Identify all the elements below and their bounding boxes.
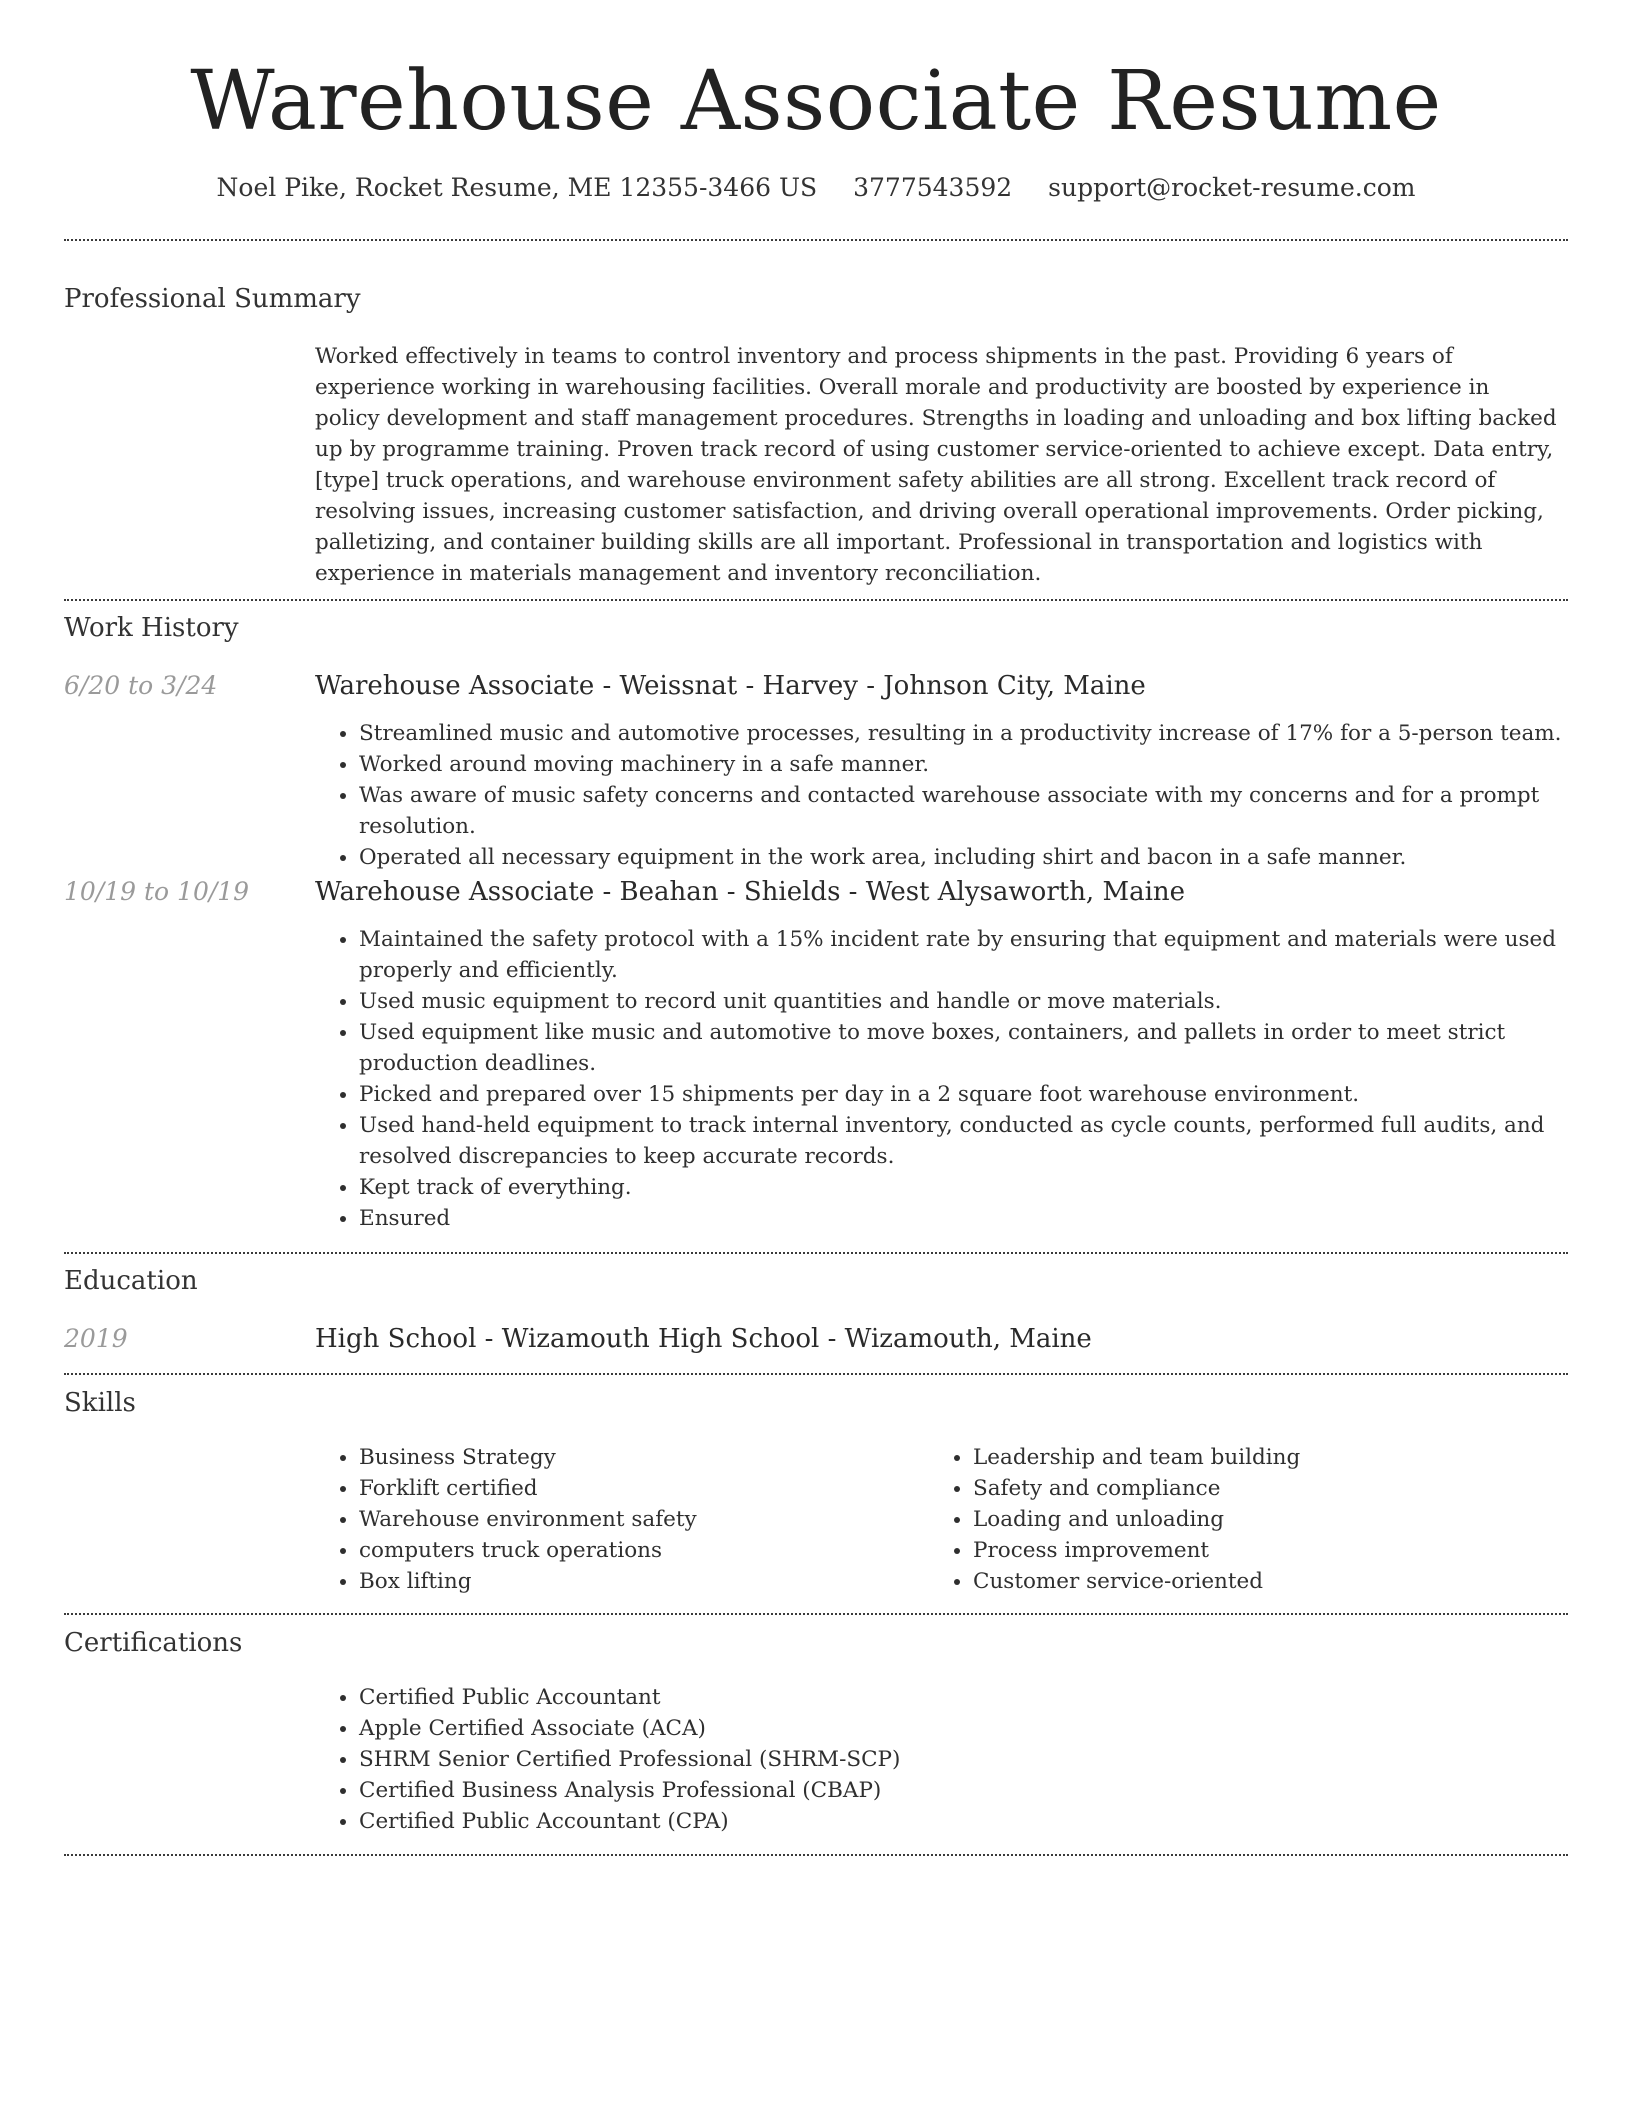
contact-line [0,170,1632,206]
contact-email: support@rocket-resume.com [1048,173,1416,202]
divider [64,239,1568,241]
job-bullet: • Used hand-held equipment to track internal inventory, conducted as cycle counts, performed full audits, and resolved discrepancies to keep accurate records. [359,1110,1565,1172]
job-bullets [315,924,1565,1234]
job-title: Warehouse Associate - Weissnat - Harvey - Johnson City, Maine [315,671,1146,701]
certification-item: • Apple Certified Associate (ACA) [359,1713,1565,1744]
job-bullet: • Ensured [359,1203,1565,1234]
skills-list-right [929,1442,1529,1597]
summary-text: Worked effectively in teams to control inventory and process shipments in the past. Providing 6 years of experience working in warehousing facilities. Overall morale and productivity are boosted by experience in policy development and staff management procedures. Strengths in loading and unloading and box lifting backed up by programme training. Proven track record of using customer service-oriented to achieve except. Data entry, [type] truck operations, and warehouse environment safety abilities are all strong. Excellent track record of resolving issues, increasing customer satisfaction, and driving overall operational improvements. Order picking, palletizing, and container building skills are all important. Professional in transportation and logistics with experience in materials management and inventory reconciliation. [315,344,1557,586]
work-history-heading: Work History [64,613,239,643]
skill-item: • Box lifting [359,1566,915,1597]
job-bullet: • Kept track of everything. [359,1172,1565,1203]
education-heading: Education [64,1266,198,1296]
job-bullet: • Worked around moving machinery in a safe manner. [359,749,1565,780]
skill-item: • Process improvement [973,1535,1529,1566]
resume-title: Warehouse Associate Resume [190,54,1442,149]
divider [64,1613,1568,1615]
certification-item: • SHRM Senior Certified Professional (SHRM-SCP) [359,1744,1565,1775]
education-entry: High School - Wizamouth High School - Wizamouth, Maine [315,1324,1092,1354]
job-bullet: • Streamlined music and automotive processes, resulting in a productivity increase of 17% for a 5-person team. [359,718,1565,749]
job-bullet: • Maintained the safety protocol with a 15% incident rate by ensuring that equipment and materials were used properly and efficiently. [359,924,1565,986]
certification-item: • Certified Public Accountant [359,1682,1565,1713]
job-dates: 10/19 to 10/19 [64,877,250,906]
contact-address: Noel Pike, Rocket Resume, ME 12355-3466 US [216,173,818,202]
summary-heading: Professional Summary [64,284,361,314]
job-bullet: • Operated all necessary equipment in the work area, including shirt and bacon in a safe manner. [359,842,1565,873]
certifications-list [315,1682,1565,1837]
job-bullet: • Used equipment like music and automotive to move boxes, containers, and pallets in order to meet strict production deadlines. [359,1017,1565,1079]
divider [64,1252,1568,1254]
contact-phone: 3777543592 [853,173,1013,202]
divider [64,1373,1568,1375]
education-year: 2019 [64,1324,128,1353]
skill-item: • computers truck operations [359,1535,915,1566]
job-bullet: • Used music equipment to record unit quantities and handle or move materials. [359,986,1565,1017]
divider [64,1854,1568,1856]
job-bullet: • Picked and prepared over 15 shipments per day in a 2 square foot warehouse environment. [359,1079,1565,1110]
skill-item: • Customer service-oriented [973,1566,1529,1597]
divider [64,599,1568,601]
skills-list-left [315,1442,915,1597]
skill-item: • Business Strategy [359,1442,915,1473]
job-bullets [315,718,1565,873]
skill-item: • Leadership and team building [973,1442,1529,1473]
skills-heading: Skills [64,1388,136,1418]
job-dates: 6/20 to 3/24 [64,671,218,700]
job-bullet: • Was aware of music safety concerns and contacted warehouse associate with my concerns and for a prompt resolution. [359,780,1565,842]
certification-item: • Certified Business Analysis Professional (CBAP) [359,1775,1565,1806]
certification-item: • Certified Public Accountant (CPA) [359,1806,1565,1837]
certifications-heading: Certifications [64,1628,243,1658]
skill-item: • Safety and compliance [973,1473,1529,1504]
skill-item: • Forklift certified [359,1473,915,1504]
skill-item: • Warehouse environment safety [359,1504,915,1535]
job-title: Warehouse Associate - Beahan - Shields - West Alysaworth, Maine [315,877,1186,907]
skill-item: • Loading and unloading [973,1504,1529,1535]
